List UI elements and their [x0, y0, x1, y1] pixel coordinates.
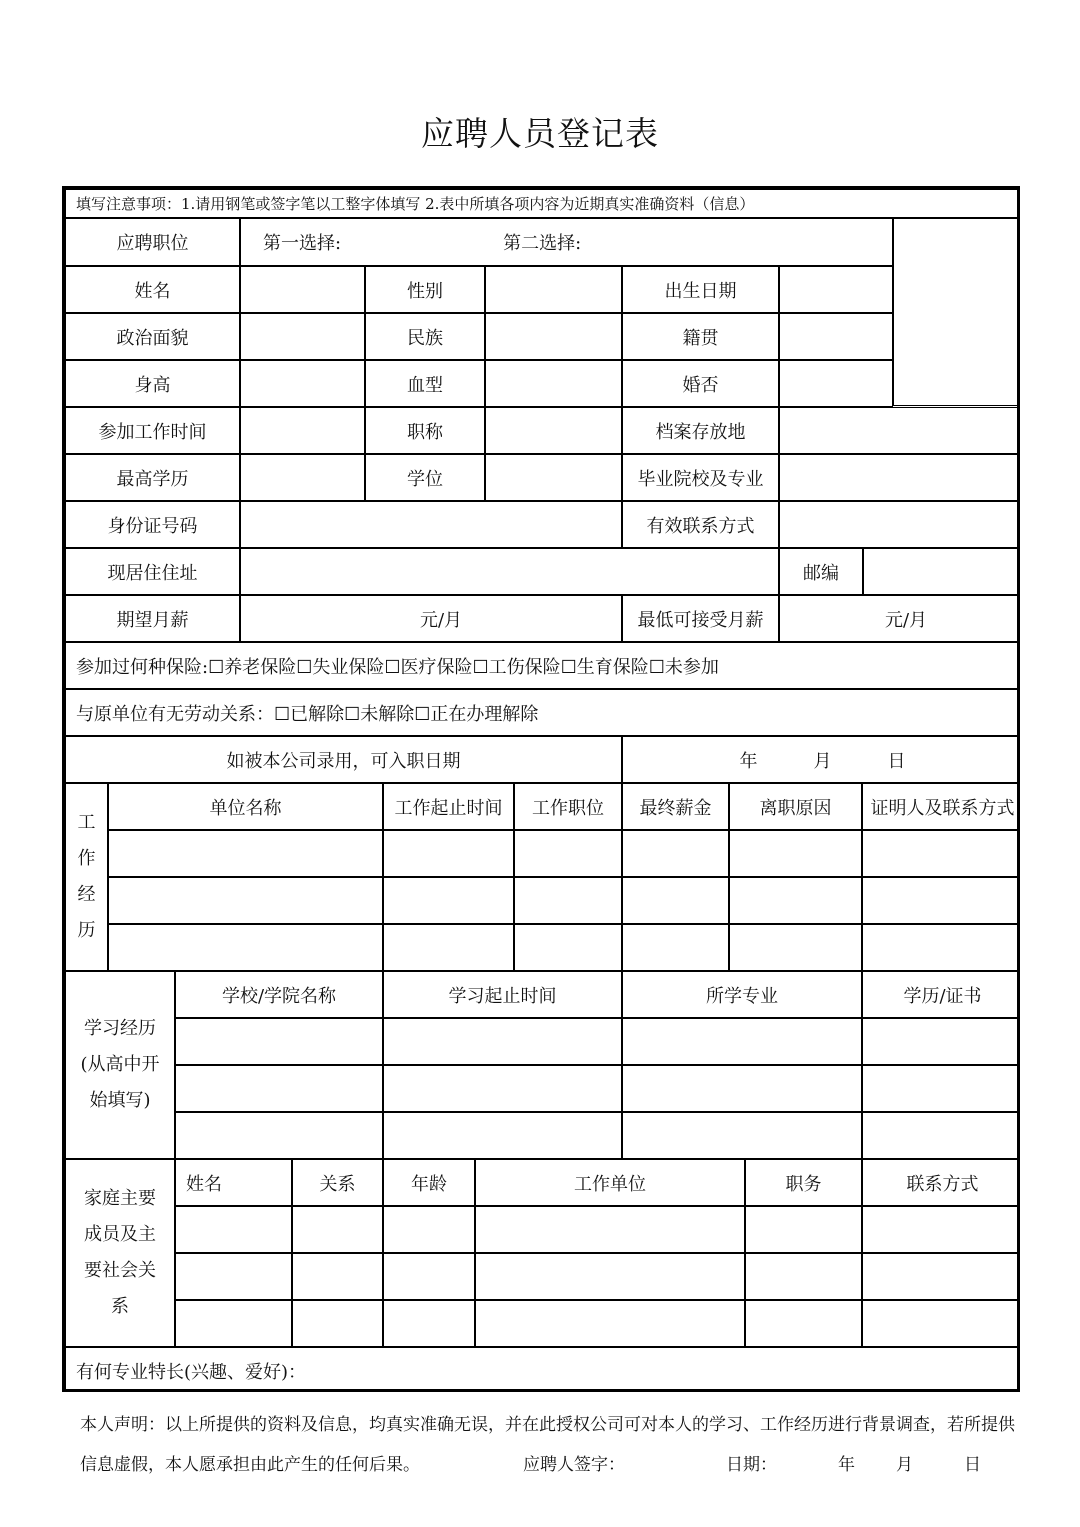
- notice-text: 填写注意事项：1.请用钢笔或签字笔以工整字体填写 2.表中所填各项内容为近期真实准确资料（信息）: [65, 189, 1020, 218]
- family-cell[interactable]: [175, 1206, 292, 1253]
- id-field[interactable]: [240, 501, 622, 548]
- sign-day-label: 日: [964, 1455, 981, 1475]
- family-cell[interactable]: [292, 1206, 383, 1253]
- work-cell[interactable]: [383, 924, 514, 971]
- label-blood: 血型: [365, 360, 485, 407]
- work-cell[interactable]: [108, 830, 383, 877]
- study-cell[interactable]: [622, 1065, 862, 1112]
- family-cell[interactable]: [862, 1300, 1020, 1347]
- work-cell[interactable]: [622, 924, 729, 971]
- registration-form: [62, 186, 1020, 1392]
- declaration-line2: 信息虚假，本人愿承担由此产生的任何后果。: [80, 1455, 420, 1475]
- gender-field[interactable]: [485, 266, 622, 313]
- family-cell[interactable]: [383, 1300, 475, 1347]
- work-cell[interactable]: [862, 877, 1020, 924]
- study-cell[interactable]: [175, 1112, 383, 1159]
- label-position: 应聘职位: [65, 218, 240, 266]
- entry-day-label: 日: [887, 750, 906, 772]
- label-expected-salary: 期望月薪: [65, 595, 240, 642]
- label-work-start: 参加工作时间: [65, 407, 240, 454]
- work-cell[interactable]: [862, 924, 1020, 971]
- label-degree: 学位: [365, 454, 485, 501]
- work-label-char: 作: [77, 848, 96, 869]
- family-cell[interactable]: [175, 1300, 292, 1347]
- study-history-label: [65, 971, 175, 1159]
- work-label-char: 工: [77, 812, 96, 833]
- form-title: 应聘人员登记表: [421, 114, 659, 153]
- entry-month-label: 月: [813, 750, 832, 772]
- family-label-line: 家庭主要: [84, 1188, 156, 1209]
- family-cell[interactable]: [292, 1300, 383, 1347]
- family-header-employer: 工作单位: [475, 1159, 745, 1206]
- family-cell[interactable]: [475, 1206, 745, 1253]
- work-start-field[interactable]: [240, 407, 365, 454]
- family-cell[interactable]: [745, 1253, 862, 1300]
- education-field[interactable]: [240, 454, 365, 501]
- family-header-relation: 关系: [292, 1159, 383, 1206]
- work-history-label: [65, 783, 108, 971]
- study-label-line: 始填写): [89, 1090, 151, 1111]
- family-cell[interactable]: [475, 1300, 745, 1347]
- study-cell[interactable]: [622, 1112, 862, 1159]
- work-cell[interactable]: [383, 830, 514, 877]
- family-label-line: 成员及主: [84, 1224, 156, 1245]
- label-archive: 档案存放地: [622, 407, 779, 454]
- family-cell[interactable]: [862, 1206, 1020, 1253]
- study-header-period: 学习起止时间: [383, 971, 622, 1018]
- work-cell[interactable]: [862, 830, 1020, 877]
- work-cell[interactable]: [108, 877, 383, 924]
- degree-field[interactable]: [485, 454, 622, 501]
- work-cell[interactable]: [383, 877, 514, 924]
- work-cell[interactable]: [729, 877, 862, 924]
- archive-field[interactable]: [779, 407, 1020, 454]
- entry-year-label: 年: [739, 750, 758, 772]
- blood-field[interactable]: [485, 360, 622, 407]
- work-cell[interactable]: [729, 830, 862, 877]
- work-cell[interactable]: [514, 830, 622, 877]
- work-header-reason: 离职原因: [729, 783, 862, 830]
- family-cell[interactable]: [745, 1206, 862, 1253]
- label-contact: 有效联系方式: [622, 501, 779, 548]
- marital-field[interactable]: [779, 360, 893, 407]
- label-id: 身份证号码: [65, 501, 240, 548]
- family-cell[interactable]: [383, 1253, 475, 1300]
- work-label-char: 经: [77, 884, 96, 905]
- study-cell[interactable]: [622, 1018, 862, 1065]
- work-header-position: 工作职位: [514, 783, 622, 830]
- position-choices[interactable]: [240, 218, 893, 266]
- declaration-line1: 本人声明：以上所提供的资料及信息，均真实准确无误，并在此授权公司可对本人的学习、工作经历进行背景调查，若所提供: [80, 1415, 1015, 1435]
- study-header-certificate: 学历/证书: [862, 971, 1020, 1018]
- first-choice-label: 第一选择:: [263, 233, 342, 254]
- second-choice-label: 第二选择:: [503, 233, 582, 254]
- sign-year-label: 年: [838, 1455, 855, 1475]
- labor-relation-row[interactable]: 与原单位有无劳动关系：☐已解除☐未解除☐正在办理解除: [65, 689, 1020, 736]
- label-height: 身高: [65, 360, 240, 407]
- address-field[interactable]: [240, 548, 779, 595]
- label-education: 最高学历: [65, 454, 240, 501]
- study-cell[interactable]: [383, 1112, 622, 1159]
- title-rank-field[interactable]: [485, 407, 622, 454]
- study-cell[interactable]: [862, 1065, 1020, 1112]
- label-title-rank: 职称: [365, 407, 485, 454]
- signature-label: 应聘人签字：: [523, 1455, 625, 1475]
- family-label: [65, 1159, 175, 1347]
- name-field[interactable]: [240, 266, 365, 313]
- family-cell[interactable]: [862, 1253, 1020, 1300]
- sign-month-label: 月: [896, 1455, 913, 1475]
- family-cell[interactable]: [745, 1300, 862, 1347]
- study-cell[interactable]: [383, 1018, 622, 1065]
- family-cell[interactable]: [175, 1253, 292, 1300]
- native-field[interactable]: [779, 313, 893, 360]
- postcode-field[interactable]: [863, 548, 1020, 595]
- label-gender: 性别: [365, 266, 485, 313]
- photo-box: [893, 218, 1020, 406]
- study-cell[interactable]: [862, 1112, 1020, 1159]
- expected-salary-field[interactable]: 元/月: [240, 595, 622, 642]
- label-political: 政治面貌: [65, 313, 240, 360]
- work-cell[interactable]: [622, 877, 729, 924]
- political-field[interactable]: [240, 313, 365, 360]
- family-cell[interactable]: [292, 1253, 383, 1300]
- work-header-period: 工作起止时间: [383, 783, 514, 830]
- label-postcode: 邮编: [779, 548, 863, 595]
- height-field[interactable]: [240, 360, 365, 407]
- family-header-contact: 联系方式: [862, 1159, 1020, 1206]
- study-label-line: 学习经历: [84, 1018, 156, 1039]
- family-header-age: 年龄: [383, 1159, 475, 1206]
- family-header-name: 姓名: [175, 1159, 292, 1206]
- family-cell[interactable]: [475, 1253, 745, 1300]
- study-cell[interactable]: [862, 1018, 1020, 1065]
- study-cell[interactable]: [383, 1065, 622, 1112]
- work-header-reference: 证明人及联系方式: [862, 783, 1020, 830]
- label-school-major: 毕业院校及专业: [622, 454, 779, 501]
- family-header-duty: 职务: [745, 1159, 862, 1206]
- specialty-row[interactable]: 有何专业特长(兴趣、爱好)：: [65, 1347, 1020, 1392]
- label-address: 现居住住址: [65, 548, 240, 595]
- label-ethnic: 民族: [365, 313, 485, 360]
- label-min-salary: 最低可接受月薪: [622, 595, 779, 642]
- work-header-salary: 最终薪金: [622, 783, 729, 830]
- label-birth: 出生日期: [622, 266, 779, 313]
- work-cell[interactable]: [514, 924, 622, 971]
- study-cell[interactable]: [175, 1018, 383, 1065]
- insurance-row[interactable]: 参加过何种保险:☐养老保险☐失业保险☐医疗保险☐工伤保险☐生育保险☐未参加: [65, 642, 1020, 689]
- study-label-line: (从高中开: [80, 1054, 160, 1075]
- birth-field[interactable]: [779, 266, 893, 313]
- study-header-major: 所学专业: [622, 971, 862, 1018]
- family-label-line: 要社会关: [84, 1260, 156, 1281]
- work-label-char: 历: [77, 920, 96, 941]
- work-cell[interactable]: [622, 830, 729, 877]
- study-header-school: 学校/学院名称: [175, 971, 383, 1018]
- contact-field[interactable]: [779, 501, 1020, 548]
- work-cell[interactable]: [514, 877, 622, 924]
- ethnic-field[interactable]: [485, 313, 622, 360]
- school-major-field[interactable]: [779, 454, 1020, 501]
- label-entry-date: 如被本公司录用，可入职日期: [65, 736, 622, 783]
- label-native: 籍贯: [622, 313, 779, 360]
- label-marital: 婚否: [622, 360, 779, 407]
- work-cell[interactable]: [108, 924, 383, 971]
- work-cell[interactable]: [729, 924, 862, 971]
- work-header-company: 单位名称: [108, 783, 383, 830]
- declaration-line2-row: [80, 1450, 1020, 1474]
- family-cell[interactable]: [383, 1206, 475, 1253]
- study-cell[interactable]: [175, 1065, 383, 1112]
- label-name: 姓名: [65, 266, 240, 313]
- family-label-line: 系: [111, 1296, 129, 1317]
- min-salary-field[interactable]: 元/月: [779, 595, 1020, 642]
- entry-date-field[interactable]: [622, 736, 1020, 783]
- sign-date-label: 日期：: [726, 1455, 777, 1475]
